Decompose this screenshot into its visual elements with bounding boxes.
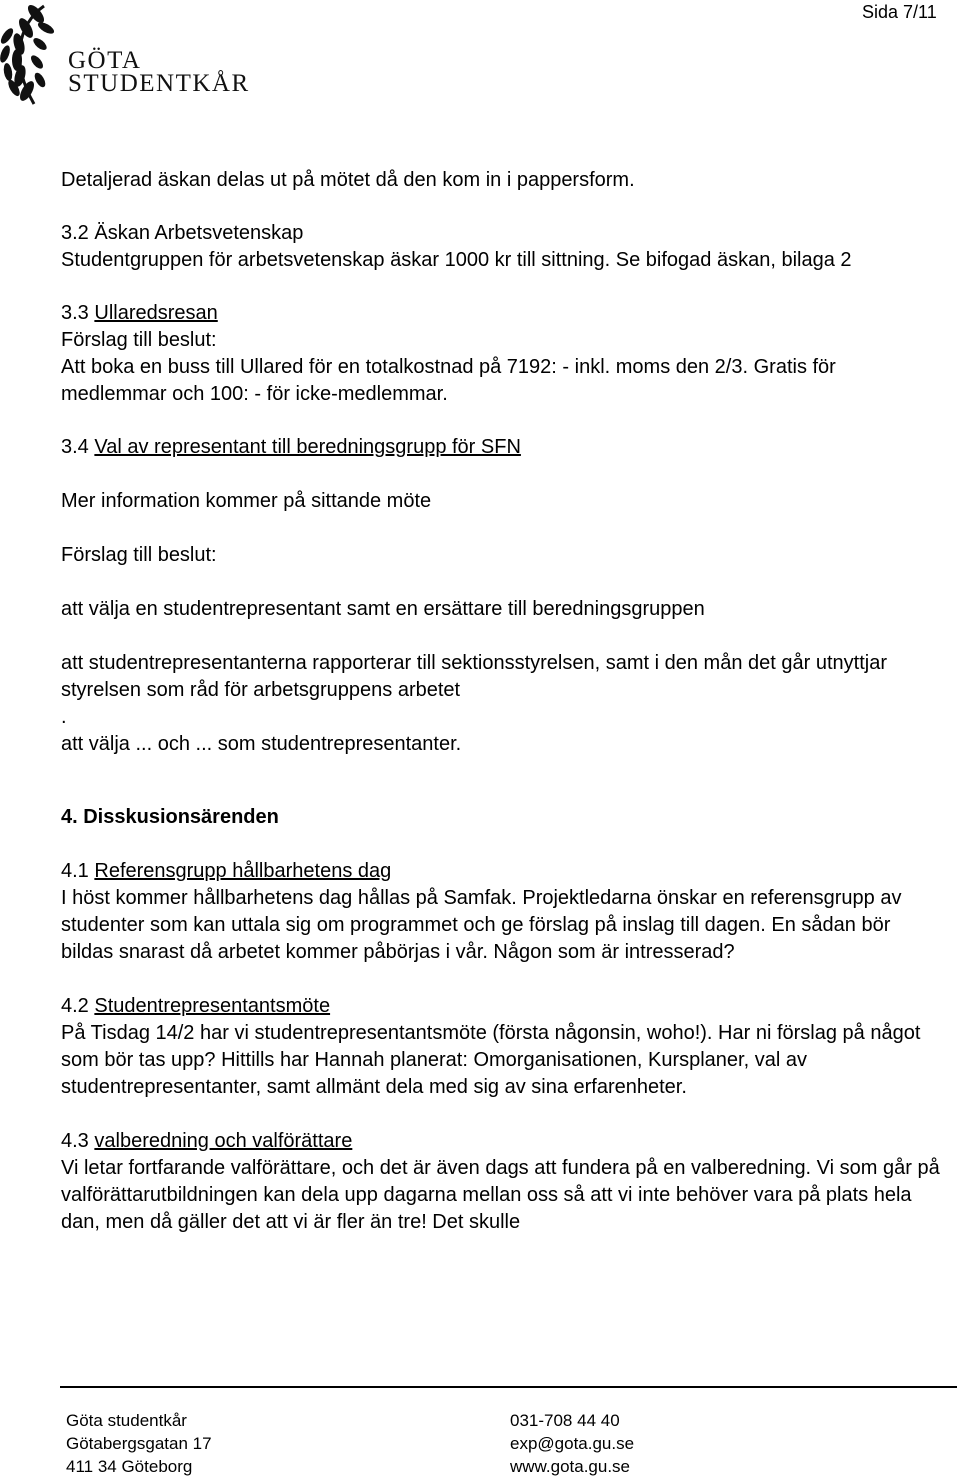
section-3-4-heading — [61, 434, 941, 461]
section-3-4-info: Mer information kommer på sittande möte — [61, 490, 432, 512]
section-3-4-proposal-3: att välja ... och ... som studentrepresentanter. — [61, 733, 462, 755]
footer-org: Göta studentkår — [66, 1411, 187, 1430]
logo-line-2: STUDENTKÅR — [68, 70, 250, 97]
section-3-4-proposal-1: att välja en studentrepresentant samt en ersättare till beredningsgruppen — [61, 598, 705, 620]
footer-email[interactable]: exp@gota.gu.se — [510, 1434, 635, 1453]
section-3-2-heading — [61, 220, 941, 247]
section-number: 4.1 — [61, 860, 89, 882]
section-4-2-heading — [61, 993, 941, 1020]
section-4-2-text: På Tisdag 14/2 har vi studentrepresentantsmöte (första någonsin, woho!). Har ni förslag på något som bör tas upp? Hittills har Hannah planerat: Omorganisationen, Kursplaner, val av studentrepresentanter, samt allmänt dela med sig av sina erfarenheter. — [61, 1022, 921, 1098]
section-4-3-text: Vi letar fortfarande valförättare, och det är även dags att fundera på en valberedning. Vi som går på valförättarutbildningen kan dela upp dagarna mellan oss så att vi inte behöver vara på plats hela dan, men då gäller det att vi är fler än tre! Det skulle — [61, 1157, 940, 1233]
section-number: 3.4 — [61, 436, 89, 458]
footer-phone: 031-708 44 40 — [510, 1411, 620, 1430]
section-title: Studentrepresentantsmöte — [94, 995, 331, 1017]
logo — [0, 0, 270, 115]
section-3-2-text: Studentgruppen för arbetsvetenskap äskar 1000 kr till sittning. Se bifogad äskan, bilaga 2 — [61, 249, 852, 271]
section-3-3-heading — [61, 300, 941, 327]
section-4-1-text: I höst kommer hållbarhetens dag hållas på Samfak. Projektledarna önskar en referensgrupp av studenter som kan uttala sig om programmet och ge förslag på inslag till dagen. En sådan bör bildas snarast då arbetet kommer påbörjas i vår. Någon som är intresserad? — [61, 887, 902, 963]
section-3-3-text: Att boka en buss till Ullared för en totalkostnad på 7192: - inkl. moms den 2/3. Gratis för medlemmar och 100: - för icke-medlemmar. — [61, 356, 836, 405]
section-number: 4.2 — [61, 995, 89, 1017]
section-number: 3.2 — [61, 222, 89, 244]
footer-street: Götabergsgatan 17 — [66, 1434, 212, 1453]
section-number: 3.3 — [61, 302, 89, 324]
section-title: Ullaredsresan — [94, 302, 218, 324]
section-4-heading: 4. Disskusionsärenden — [61, 806, 279, 828]
section-title: valberedning och valförättare — [94, 1130, 353, 1152]
footer-address — [66, 1409, 212, 1478]
footer-city: 411 34 Göteborg — [66, 1457, 193, 1476]
proposal-label: Förslag till beslut: — [61, 544, 217, 566]
intro-paragraph: Detaljerad äskan delas ut på mötet då den kom in i pappersform. — [61, 169, 635, 191]
section-number: 4.3 — [61, 1130, 89, 1152]
footer-website[interactable]: www.gota.gu.se — [510, 1457, 631, 1476]
section-3-4-dot: . — [61, 706, 67, 728]
document-body — [61, 167, 941, 1236]
laurel-wreath-icon — [0, 0, 64, 110]
section-title: Val av representant till beredningsgrupp för SFN — [94, 436, 521, 458]
section-4-1-heading — [61, 858, 941, 885]
logo-line-1: GÖTA — [68, 47, 142, 74]
footer-contact — [510, 1409, 634, 1478]
proposal-label: Förslag till beslut: — [61, 329, 217, 351]
page-number: Sida 7/11 — [862, 2, 937, 22]
section-title: Äskan Arbetsvetenskap — [94, 222, 304, 244]
section-4-3-heading — [61, 1128, 941, 1155]
section-title: Referensgrupp hållbarhetens dag — [94, 860, 392, 882]
footer-divider — [60, 1386, 957, 1388]
section-3-4-proposal-2: att studentrepresentanterna rapporterar till sektionsstyrelsen, samt i den mån det går utnyttjar styrelsen som råd för arbetsgruppens arbetet — [61, 652, 887, 701]
